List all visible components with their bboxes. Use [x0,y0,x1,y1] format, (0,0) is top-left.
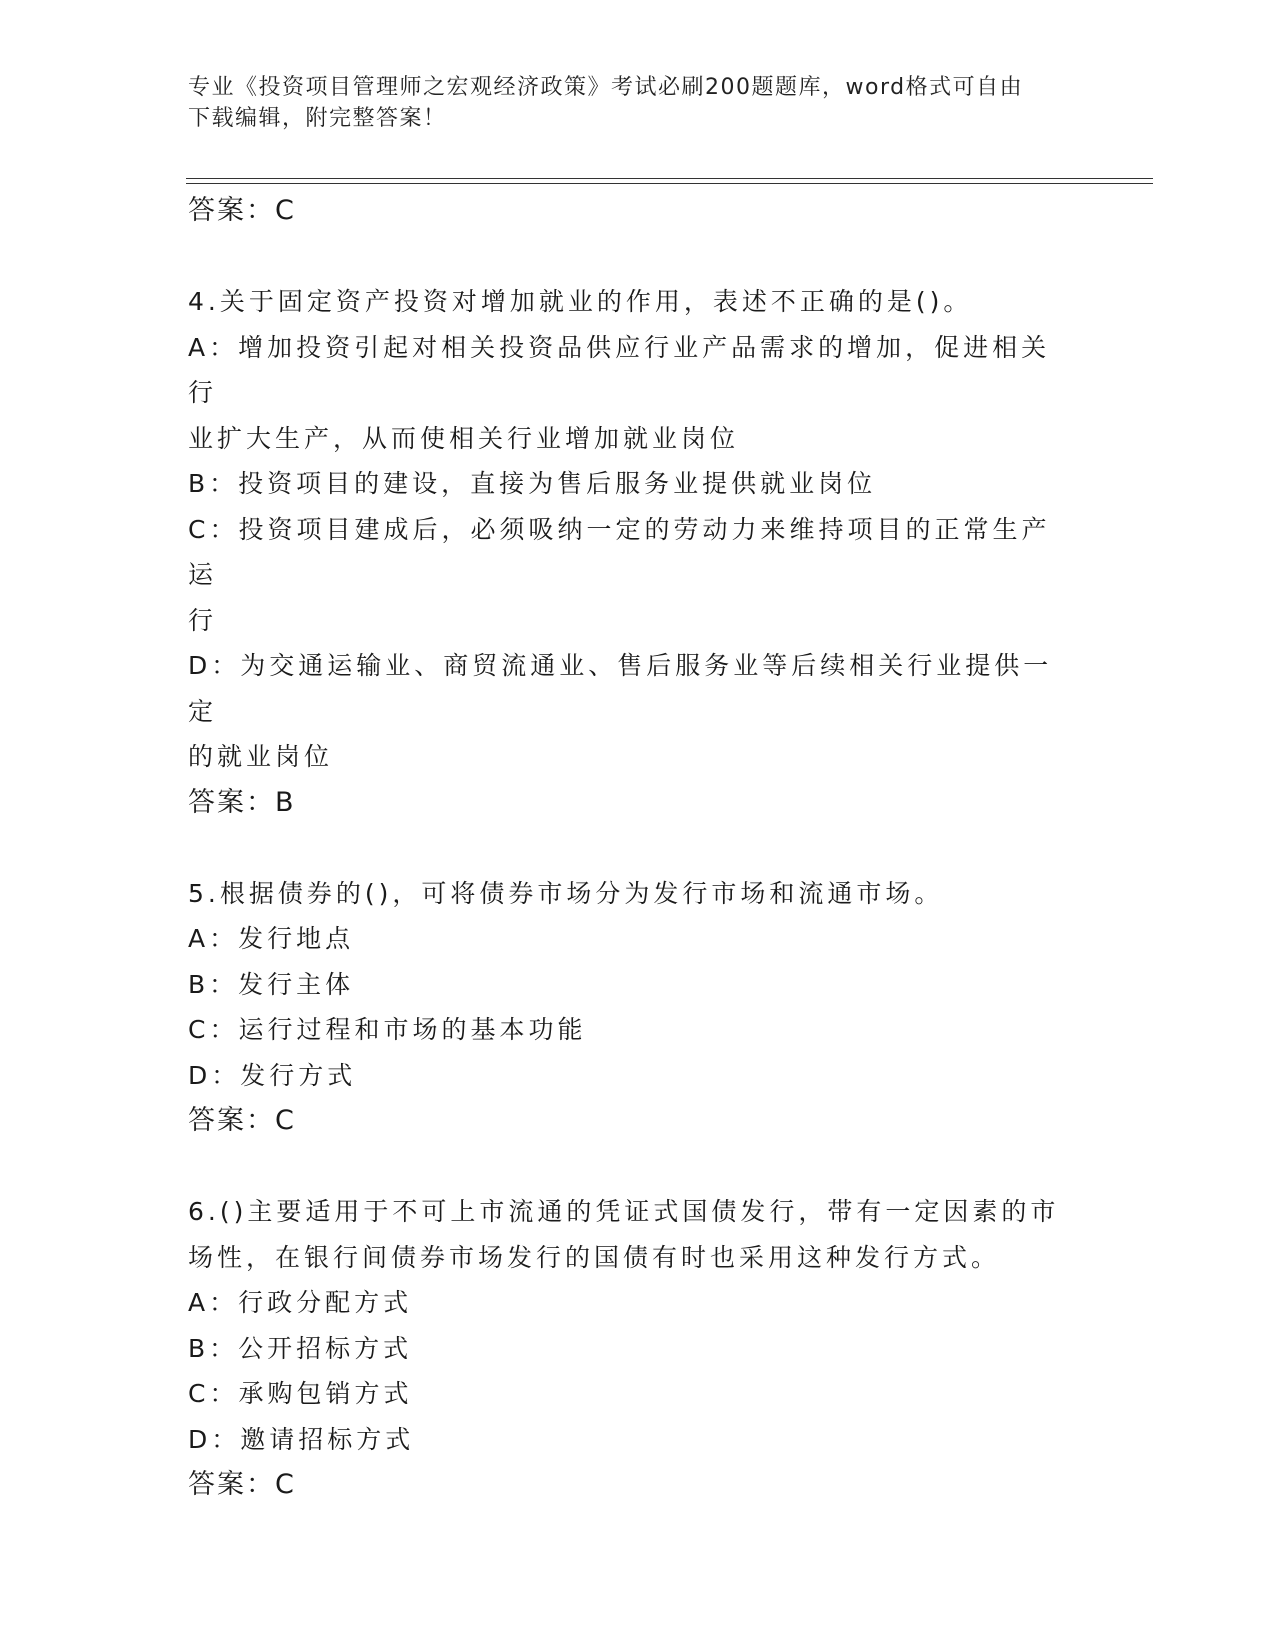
spacer [188,234,1068,280]
previous-answer: 答案：C [188,195,296,226]
option-c: C：承购包销方式 [188,1379,413,1408]
option-a: A：行政分配方式 [188,1288,413,1317]
document-header [188,72,1068,134]
spacer [188,825,1068,871]
option-d-continued: 的就业岗位 [188,742,334,771]
option-c: C：投资项目建成后，必须吸纳一定的劳动力来维持项目的正常生产运 [188,514,1051,589]
spacer [188,1144,1068,1190]
question-stem: 4.关于固定资产投资对增加就业的作用，表述不正确的是()。 [188,287,973,316]
question-stem: 6.()主要适用于不可上市流通的凭证式国债发行，带有一定因素的市 [188,1197,1060,1226]
option-a-continued: 业扩大生产，从而使相关行业增加就业岗位 [188,423,740,453]
header-divider-bottom [186,183,1153,184]
answer: 答案：B [188,786,296,818]
answer: 答案：C [188,1105,296,1136]
question-5 [188,871,1068,1144]
option-b: B：投资项目的建设，直接为售后服务业提供就业岗位 [188,469,877,498]
option-d: D：发行方式 [188,1060,357,1090]
header-line-2: 下载编辑，附完整答案！ [188,106,447,131]
question-4 [188,279,1068,825]
document-body [188,188,1068,1508]
question-stem-continued: 场性，在银行间债券市场发行的国债有时也采用这种发行方式。 [188,1242,1001,1272]
header-divider-top [186,178,1153,179]
option-d: D：邀请招标方式 [188,1424,415,1454]
option-c-continued: 行 [188,605,218,635]
question-6 [188,1189,1068,1508]
option-b: B：发行主体 [188,969,355,999]
option-d: D：为交通运输业、商贸流通业、售后服务业等后续相关行业提供一定 [188,651,1053,726]
option-c: C：运行过程和市场的基本功能 [188,1015,587,1044]
option-a: A：增加投资引起对相关投资品供应行业产品需求的增加，促进相关行 [188,332,1051,407]
header-line-1: 专业《投资项目管理师之宏观经济政策》考试必刷200题题库，word格式可自由 [188,75,1024,100]
option-b: B：公开招标方式 [188,1333,413,1363]
answer: 答案：C [188,1469,296,1500]
option-a: A：发行地点 [188,924,355,953]
question-stem: 5.根据债券的()，可将债券市场分为发行市场和流通市场。 [188,878,944,908]
